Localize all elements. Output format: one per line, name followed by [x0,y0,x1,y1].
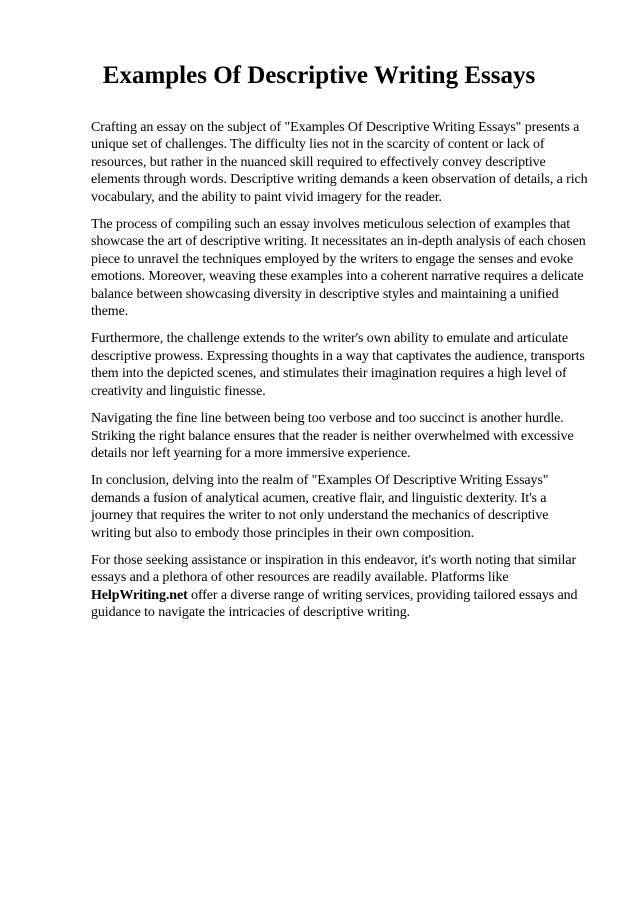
document-body [91,119,591,632]
paragraph-5: In conclusion, delving into the realm of "Examples Of Descriptive Writing Essays" demands a fusion of analytical acumen, creative flair, and linguistic dexterity. It's a journey that requires the writer to not only understand the mechanics of descriptive writing but also to embody those principles in their own composition. [91,473,549,541]
helpwriting-brand-text: HelpWriting.net [91,587,188,603]
document-title: Examples Of Descriptive Writing Essays [102,62,536,89]
paragraph-6-after: offer a diverse range of writing services, providing tailored essays and guidance to navigate the intricacies of descriptive writing. [91,587,578,621]
paragraph-1: Crafting an essay on the subject of "Examples Of Descriptive Writing Essays" presents a unique set of challenges. The difficulty lies not in the scarcity of content or lack of resources, but rather in the nuanced skill required to effectively convey descriptive elements through words. Descriptive writing demands a keen observation of details, a rich vocabulary, and the ability to paint vivid imagery for the reader. [91,120,588,205]
paragraph-3: Furthermore, the challenge extends to the writer's own ability to emulate and articulate descriptive prowess. Expressing thoughts in a way that captivates the audience, transports them into the depicted scenes, and stimulates their imagination requires a high level of creativity and linguistic finesse. [91,331,585,399]
paragraph-6-before: For those seeking assistance or inspiration in this endeavor, it's worth noting that similar essays and a plethora of other resources are readily available. Platforms like [91,552,577,586]
paragraph-4: Navigating the fine line between being too verbose and too succinct is another hurdle. Striking the right balance ensures that the reader is neither overwhelmed with excessive details nor left yearning for a more immersive experience. [91,411,574,461]
paragraph-6 [91,552,591,622]
paragraph-2: The process of compiling such an essay involves meticulous selection of examples that showcase the art of descriptive writing. It necessitates an in-depth analysis of each chosen piece to unravel the techniques employed by the writers to engage the senses and evoke emotions. Moreover, weaving these examples into a coherent narrative requires a delicate balance between showcasing diversity in descriptive styles and maintaining a unified theme. [91,217,586,320]
